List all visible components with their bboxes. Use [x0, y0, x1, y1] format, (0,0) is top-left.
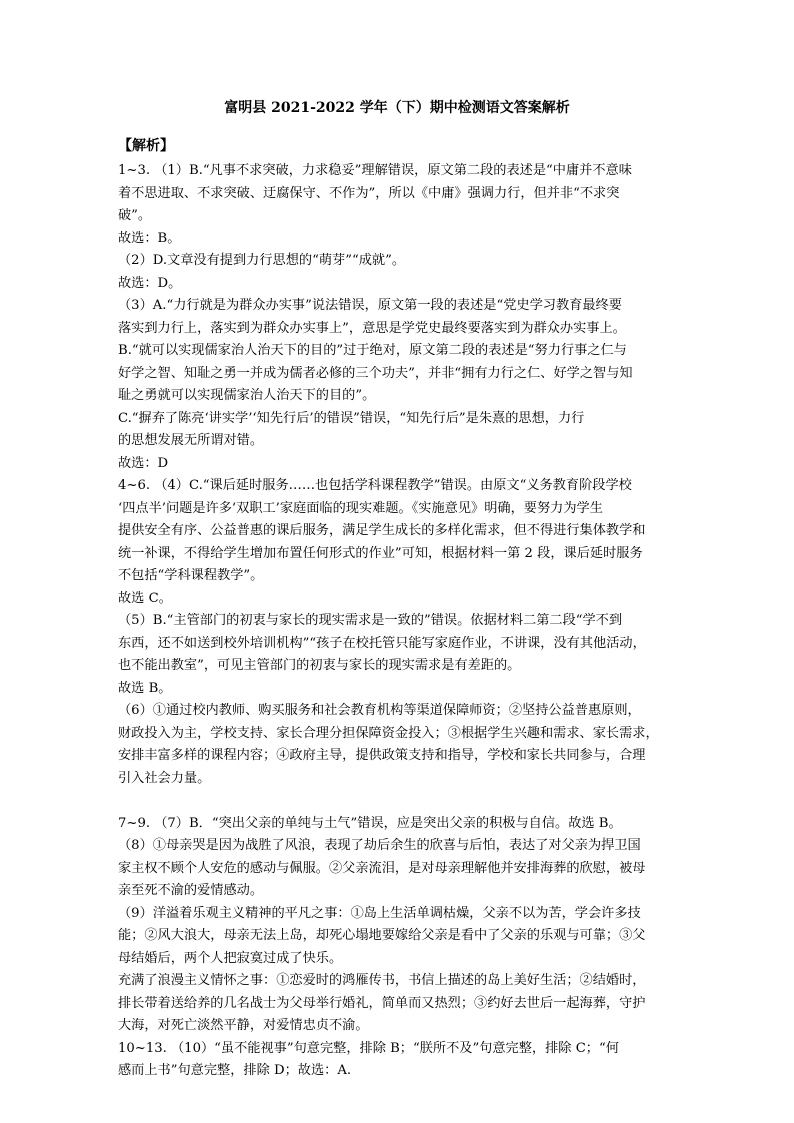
text-line: 统一补课，不得给学生增加布置任何形式的作业”可知，根据材料一第 2 段，课后延时服务 [118, 545, 643, 561]
text-line: B.“就可以实现儒家治人治天下的目的”过于绝对，原文第二段的表述是“努力行事之仁与 [118, 343, 627, 358]
text-line: 好学之智、知耻之勇一并成为儒者必修的三个功夫”，并非“拥有力行之仁、好学之智与知 [118, 365, 633, 381]
text-line: 大海，对死亡淡然平静，对爱情忠贞不渝。 [118, 1018, 369, 1033]
text-line: 4~6. （4）C.“课后延时服务……也包括学科课程教学”错误。由原文“义务教育阶段学校 [118, 478, 632, 493]
text-line: C.“摒弃了陈亮‘讲实学’‘知先行后’的错误”错误，“知先行后”是朱熹的思想，力行 [118, 410, 585, 426]
text-line: 故选：D [118, 455, 169, 471]
text-line: 不包括“学科课程教学”。 [118, 568, 264, 583]
text-line: 耻之勇就可以实现儒家治人治天下的目的”。 [118, 388, 376, 403]
text-line: 故选 C。 [118, 590, 172, 606]
text-line: （6）①通过校内教师、购买服务和社会教育机构等渠道保障师资；②坚持公益普惠原则， [118, 703, 641, 718]
text-line: 安排丰富多样的课程内容；④政府主导，提供政策支持和指导，学校和家长共同参与，合理 [118, 748, 646, 763]
text-line: 排长带着送给养的几名战士为父母举行婚礼，简单而又热烈；③约好去世后一起海葬，守护 [118, 995, 646, 1011]
text-line: 能；②风大浪大，母亲无法上岛，却死心塌地要嫁给父亲是看中了父亲的乐观与可靠；③父 [118, 928, 646, 943]
text-line: （2）D.文章没有提到力行思想的“萌芽”“成就”。 [118, 253, 406, 268]
blank-line [118, 790, 678, 813]
text-line: （3）A.“力行就是为群众办实事”说法错误，原文第一段的表述是“党史学习教育最终要 [118, 298, 622, 313]
text-line: ‘四点半’问题是许多‘双职工’家庭面临的现实难题。《实施意见》明确，要努力为学生 [118, 500, 603, 516]
document-title: 富明县 2021-2022 学年（下）期中检测语文答案解析 [224, 100, 570, 116]
text-line: 家主权不顾个人安危的感动与佩服。②父亲流泪，是对母亲理解他并安排海葬的欣慰，被母 [118, 860, 646, 876]
text-line: 亲至死不渝的爱情感动。 [118, 883, 264, 898]
text-line: 感而上书”句意完整，排除 D；故选：A. [118, 1063, 352, 1078]
text-line: 财政投入为主，学校支持、家长合理分担保障资金投入；③根据学生兴趣和需求、家长需求， [118, 725, 659, 741]
text-line: 1~3. （1）B.“凡事不求突破，力求稳妥”理解错误，原文第二段的表述是“中庸并不意味 [118, 163, 632, 178]
text-line: （5）B.“主管部门的初衷与家长的现实需求是一致的”错误。依据材料二第二段“学不到 [118, 613, 623, 628]
text-line: 着不思进取、不求突破、迂腐保守、不作为”，所以《中庸》强调力行，但并非“不求突 [118, 185, 620, 201]
text-line: 7~9. （7）B．“突出父亲的单纯与土气”错误，应是突出父亲的积极与自信。故选 B。 [118, 815, 622, 831]
text-line: 故选：B。 [118, 230, 181, 246]
text-line: 提供安全有序、公益普惠的课后服务，满足学生成长的多样化需求，但不得进行集体教学和 [118, 523, 646, 538]
text-line: 破”。 [118, 208, 152, 223]
text-line: 引入社会力量。 [118, 770, 211, 786]
text-line: 充满了浪漫主义情怀之事：①恋爱时的鸿雁传书，书信上描述的岛上美好生活；②结婚时， [118, 973, 646, 988]
answer-body [118, 160, 678, 1083]
text-line: （8）①母亲哭是因为战胜了风浪，表现了劫后余生的欣喜与后怕，表达了对父亲为捍卫国 [118, 838, 641, 853]
text-line: 10~13. （10）“虽不能视事”句意完整，排除 B；“朕所不及”句意完整，排除 C；“何 [118, 1040, 619, 1056]
text-line: 故选 B。 [118, 680, 172, 696]
section-heading: 【解析】 [118, 138, 174, 154]
text-line: （9）洋溢着乐观主义精神的平凡之事：①岛上生活单调枯燥，父亲不以为苦，学会许多技 [118, 905, 641, 921]
text-line: 也不能出教室”，可见主管部门的初衷与家长的现实需求是有差距的。 [118, 658, 521, 673]
text-line: 母结婚后，两个人把寂寞过成了快乐。 [118, 950, 343, 966]
text-line: 东西，还不如送到校外培训机构”“孩子在校托管只能写家庭作业，不讲课，没有其他活动， [118, 635, 646, 651]
text-line: 故选：D。 [118, 275, 182, 291]
text-line: 落实到力行上，落实到为群众办实事上”，意思是学党史最终要落实到为群众办实事上。 [118, 320, 626, 336]
text-line: 的思想发展无所谓对错。 [118, 433, 264, 448]
